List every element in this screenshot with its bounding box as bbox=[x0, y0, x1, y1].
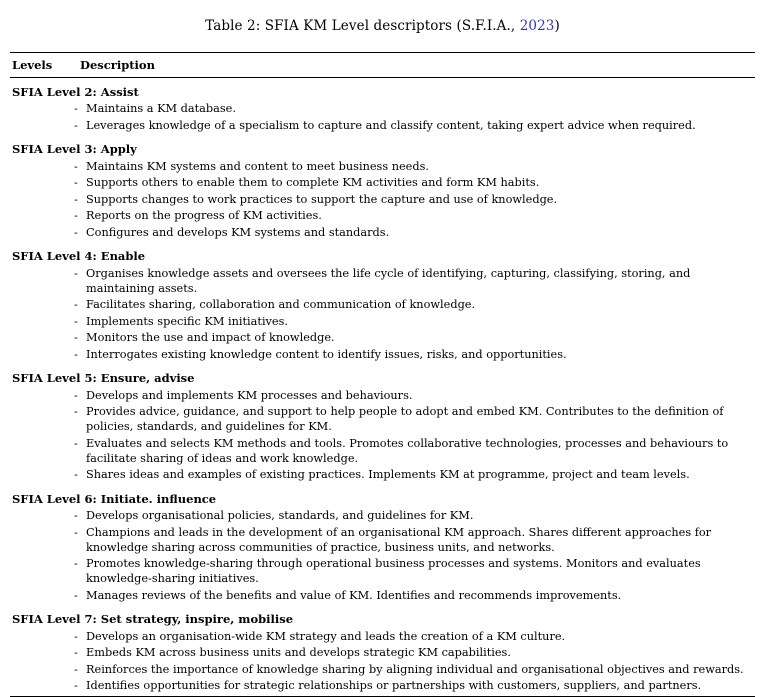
list-item-text: Leverages knowledge of a specialism to capture and classify content, taking expert advice when required. bbox=[86, 118, 696, 132]
list-item bbox=[10, 436, 755, 468]
level-title: SFIA Level 2: Assist bbox=[12, 85, 139, 99]
list-item bbox=[10, 175, 755, 192]
list-item bbox=[10, 192, 755, 209]
dash-bullet-icon: - bbox=[74, 662, 78, 676]
list-item-text: Champions and leads in the development of an organisational KM approach. Shares different approaches for knowledge sharing across communities of practice, business units, and networks. bbox=[86, 525, 712, 554]
list-item-text: Supports changes to work practices to support the capture and use of knowledge. bbox=[86, 192, 558, 206]
list-item-text: Supports others to enable them to complete KM activities and form KM habits. bbox=[86, 176, 540, 190]
list-item bbox=[10, 314, 755, 331]
table-body bbox=[10, 78, 755, 696]
dash-bullet-icon: - bbox=[74, 388, 78, 402]
dash-bullet-icon: - bbox=[74, 679, 78, 693]
dash-bullet-icon: - bbox=[74, 192, 78, 206]
dash-bullet-icon: - bbox=[74, 118, 78, 132]
list-item-text: Embeds KM across business units and develops strategic KM capabilities. bbox=[86, 646, 511, 660]
level-group bbox=[10, 135, 755, 242]
dash-bullet-icon: - bbox=[74, 298, 78, 312]
column-header-description: Description bbox=[80, 58, 155, 72]
dash-bullet-icon: - bbox=[74, 588, 78, 602]
level-group bbox=[10, 242, 755, 364]
list-item bbox=[10, 467, 755, 484]
list-item-text: Provides advice, guidance, and support to help people to adopt and embed KM. Contributes to the definition of policies, standards, and guidelines for KM. bbox=[86, 405, 724, 434]
dash-bullet-icon: - bbox=[74, 225, 78, 239]
table-header-row bbox=[10, 53, 755, 77]
list-item-text: Monitors the use and impact of knowledge. bbox=[86, 331, 335, 345]
list-item bbox=[10, 297, 755, 314]
list-item bbox=[10, 678, 755, 695]
list-item bbox=[10, 662, 755, 679]
list-item bbox=[10, 330, 755, 347]
list-item bbox=[10, 645, 755, 662]
dash-bullet-icon: - bbox=[74, 159, 78, 173]
dash-bullet-icon: - bbox=[74, 266, 78, 280]
list-item-text: Facilitates sharing, collaboration and communication of knowledge. bbox=[86, 298, 476, 312]
table-caption bbox=[10, 18, 755, 34]
level-title: SFIA Level 5: Ensure, advise bbox=[12, 371, 195, 386]
caption-prefix: Table 2: SFIA KM Level descriptors (S.F.I.A., bbox=[205, 18, 520, 34]
list-item-text: Develops an organisation-wide KM strategy and leads the creation of a KM culture. bbox=[86, 629, 566, 643]
list-item bbox=[10, 388, 755, 405]
caption-citation-year: 2023 bbox=[519, 18, 555, 34]
dash-bullet-icon: - bbox=[74, 331, 78, 345]
dash-bullet-icon: - bbox=[74, 347, 78, 361]
list-item-text: Organises knowledge assets and oversees the life cycle of identifying, capturing, classifying, storing, and maintaining assets. bbox=[86, 266, 691, 295]
list-item bbox=[10, 404, 755, 436]
dash-bullet-icon: - bbox=[74, 468, 78, 482]
list-item-text: Promotes knowledge-sharing through operational business processes and systems. Monitors and evaluates knowledge-sharing initiatives. bbox=[86, 557, 701, 586]
level-title: SFIA Level 7: Set strategy, inspire, mobilise bbox=[12, 612, 294, 627]
list-item-text: Implements specific KM initiatives. bbox=[86, 314, 289, 328]
list-item bbox=[10, 101, 755, 118]
dash-bullet-icon: - bbox=[74, 436, 78, 450]
sfia-km-level-table bbox=[10, 53, 755, 77]
list-item-text: Reports on the progress of KM activities. bbox=[86, 209, 322, 223]
dash-bullet-icon: - bbox=[74, 525, 78, 539]
list-item-text: Reinforces the importance of knowledge sharing by aligning individual and organisational objectives and rewards. bbox=[86, 662, 744, 676]
list-item-text: Develops and implements KM processes and behaviours. bbox=[86, 388, 413, 402]
list-item bbox=[10, 208, 755, 225]
dash-bullet-icon: - bbox=[74, 646, 78, 660]
level-descriptor-list bbox=[10, 159, 755, 243]
list-item bbox=[10, 588, 755, 605]
level-descriptor-list bbox=[10, 508, 755, 605]
dash-bullet-icon: - bbox=[74, 557, 78, 571]
dash-bullet-icon: - bbox=[74, 629, 78, 643]
list-item bbox=[10, 118, 755, 135]
list-item bbox=[10, 629, 755, 646]
list-item-text: Identifies opportunities for strategic relationships or partnerships with customers, suppliers, and partners. bbox=[86, 679, 702, 693]
list-item-text: Maintains KM systems and content to meet business needs. bbox=[86, 159, 429, 173]
dash-bullet-icon: - bbox=[74, 176, 78, 190]
dash-bullet-icon: - bbox=[74, 405, 78, 419]
caption-suffix: ) bbox=[554, 18, 560, 34]
km-table-wrapper bbox=[10, 52, 755, 697]
level-group bbox=[10, 605, 755, 695]
level-title: SFIA Level 6: Initiate. influence bbox=[12, 491, 217, 506]
dash-bullet-icon: - bbox=[74, 209, 78, 223]
list-item-text: Develops organisational policies, standards, and guidelines for KM. bbox=[86, 509, 474, 523]
level-descriptor-list bbox=[10, 388, 755, 485]
list-item-text: Interrogates existing knowledge content to identify issues, risks, and opportunities. bbox=[86, 347, 567, 361]
level-title: SFIA Level 3: Apply bbox=[12, 142, 137, 157]
level-descriptor-list bbox=[10, 266, 755, 365]
list-item bbox=[10, 347, 755, 364]
level-descriptor-list bbox=[10, 629, 755, 696]
list-item bbox=[10, 159, 755, 176]
level-descriptor-list bbox=[10, 101, 755, 135]
list-item bbox=[10, 525, 755, 557]
list-item-text: Shares ideas and examples of existing practices. Implements KM at programme, project and team levels. bbox=[86, 468, 690, 482]
list-item-text: Configures and develops KM systems and standards. bbox=[86, 225, 390, 239]
list-item bbox=[10, 225, 755, 242]
list-item-text: Manages reviews of the benefits and value of KM. Identifies and recommends improvements. bbox=[86, 588, 622, 602]
list-item bbox=[10, 556, 755, 588]
list-item bbox=[10, 508, 755, 525]
dash-bullet-icon: - bbox=[74, 509, 78, 523]
list-item-text: Evaluates and selects KM methods and tools. Promotes collaborative technologies, processes and behaviours to facilitate sharing of ideas and work knowledge. bbox=[86, 436, 729, 465]
level-group bbox=[10, 485, 755, 605]
dash-bullet-icon: - bbox=[74, 102, 78, 116]
column-header-levels: Levels bbox=[12, 58, 53, 72]
list-item bbox=[10, 266, 755, 298]
dash-bullet-icon: - bbox=[74, 314, 78, 328]
level-group bbox=[10, 78, 755, 135]
level-title: SFIA Level 4: Enable bbox=[12, 249, 146, 264]
list-item-text: Maintains a KM database. bbox=[86, 102, 236, 116]
level-group bbox=[10, 364, 755, 484]
